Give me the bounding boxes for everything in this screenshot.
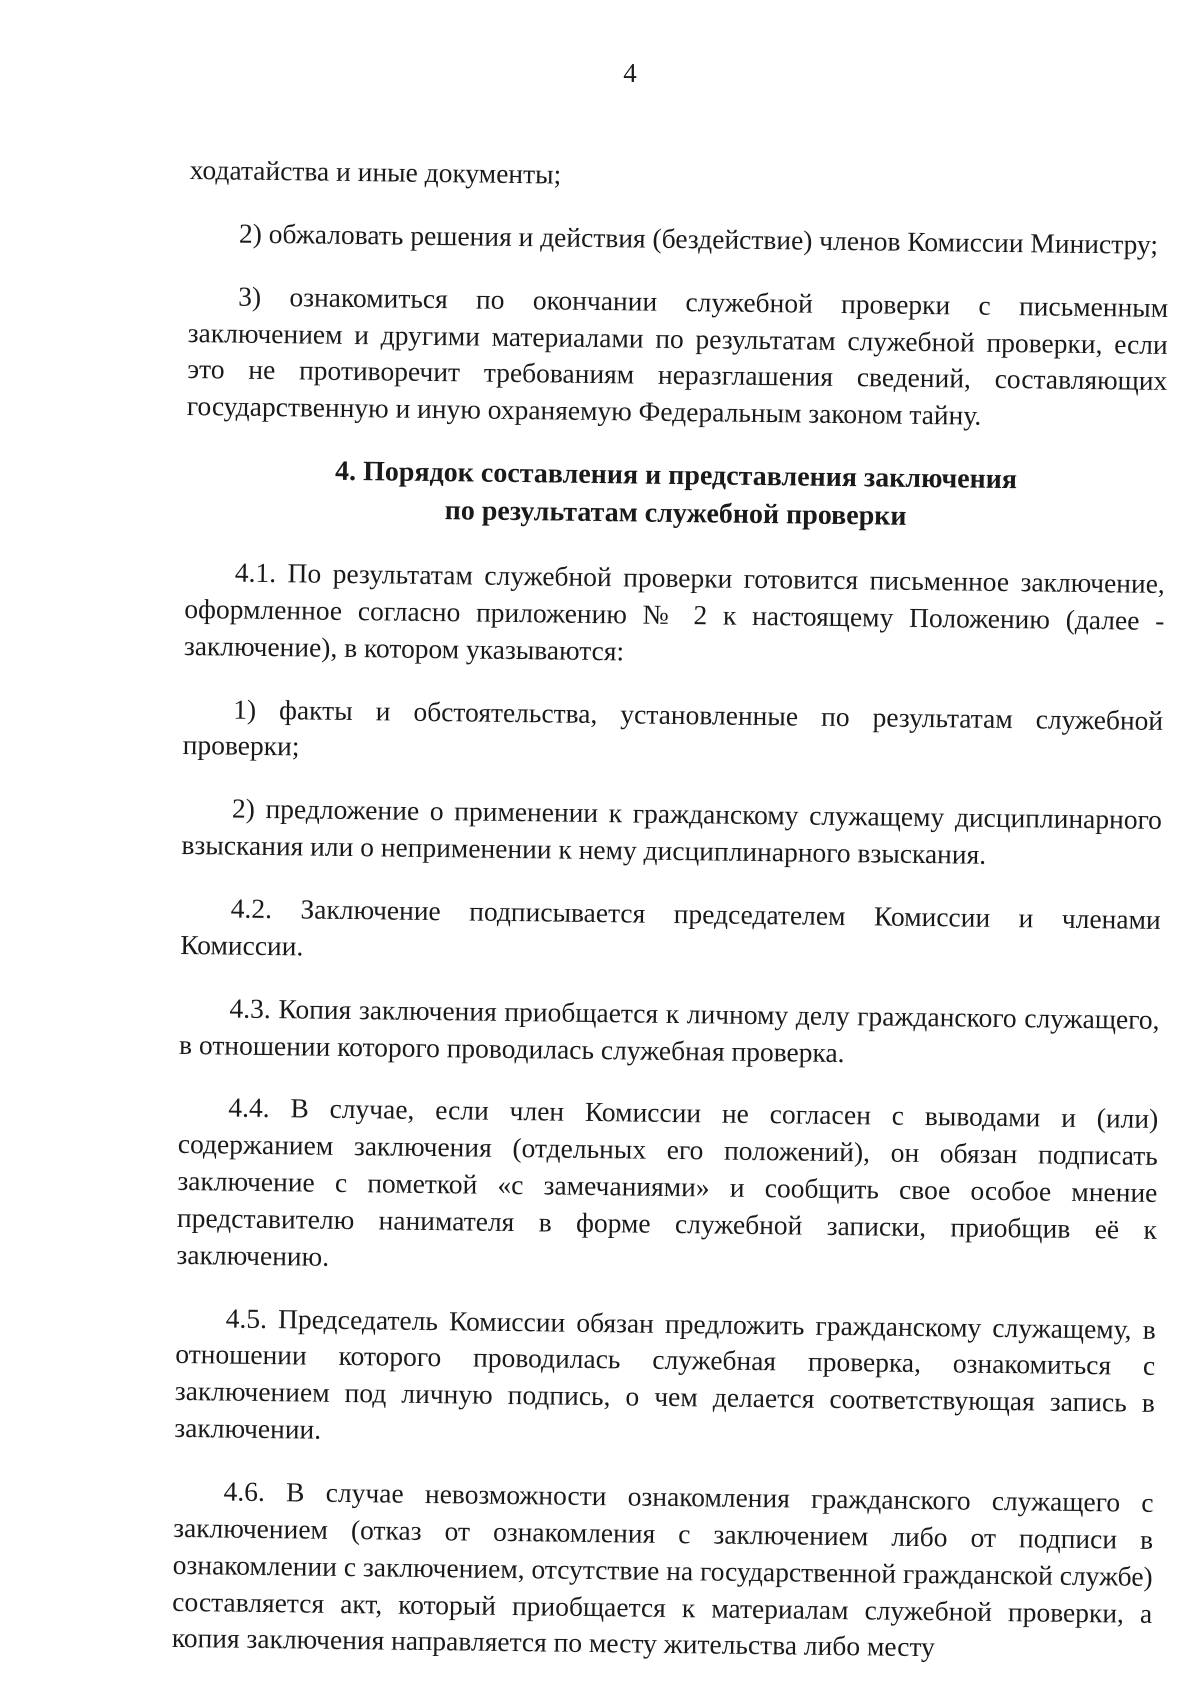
document-body <box>171 152 1170 1695</box>
paragraph-4-3: 4.3. Копия заключения приобщается к личному делу гражданского служащего, в отношении которого проводилась служебная проверка. <box>178 992 1160 1068</box>
page-number: 4 <box>623 58 637 88</box>
paragraph-4-1-item-1: 1) факты и обстоятельства, установленные по результатам служебной проверки; <box>182 693 1164 762</box>
section-heading-line-2: по результатам служебной проверки <box>444 494 907 532</box>
paragraph-4-1-item-2: 2) предложение о применении к гражданскому служащему дисциплинарного взыскания или о неприменении к нему дисциплинарного взыскания. <box>181 792 1163 870</box>
paragraph-4-5: 4.5. Председатель Комиссии обязан предложить гражданскому служащему, в отношении которого проводилась служебная проверка, ознакомиться с заключением под личную подпись, о чем делается соответствующая запись в заключении. <box>174 1302 1156 1445</box>
paragraph-continuation: ходатайства и иные документы; <box>189 153 562 190</box>
paragraph-4-2: 4.2. Заключение подписывается председателем Комиссии и членами Комиссии. <box>180 892 1161 962</box>
paragraph-4-1: 4.1. По результатам служебной проверки готовится письменное заключение, оформленное согласно приложению № 2 к настоящему Положению (далее - заключение), в котором указываются: <box>183 556 1165 667</box>
paragraph-item-2-appeal: 2) обжаловать решения и действия (бездействие) членов Комиссии Министру; <box>238 217 1159 260</box>
section-heading-line-1: 4. Порядок составления и представления заключения <box>334 455 1018 496</box>
paragraph-4-6: 4.6. В случае невозможности ознакомления гражданского служащего с заключением (отказ от ознакомления с заключением либо от подписи в ознакомлении с заключением, отсутствие на государственной гражданской службе) составляется акт, который приобщается к материалам служебной проверки, а копия заключения направляется по месту жительства либо месту <box>171 1475 1154 1663</box>
section-heading <box>185 451 1166 538</box>
paragraph-item-3-familiarize: 3) ознакомиться по окончании служебной проверки с письменным заключением и другими материалами по результатам служебной проверки, если это не противоречит требованиям неразглашения сведений, составляющих государственную и иную охраняемую Федеральным законом тайну. <box>186 280 1169 431</box>
paragraph-4-4: 4.4. В случае, если член Комиссии не согласен с выводами и (или) содержанием заключения (отдельных его положений), он обязан подписать заключение с пометкой «с замечаниями» и сообщить свое особое мнение представителю нанимателя в форме служебной записки, приобщив её к заключению. <box>176 1091 1159 1272</box>
